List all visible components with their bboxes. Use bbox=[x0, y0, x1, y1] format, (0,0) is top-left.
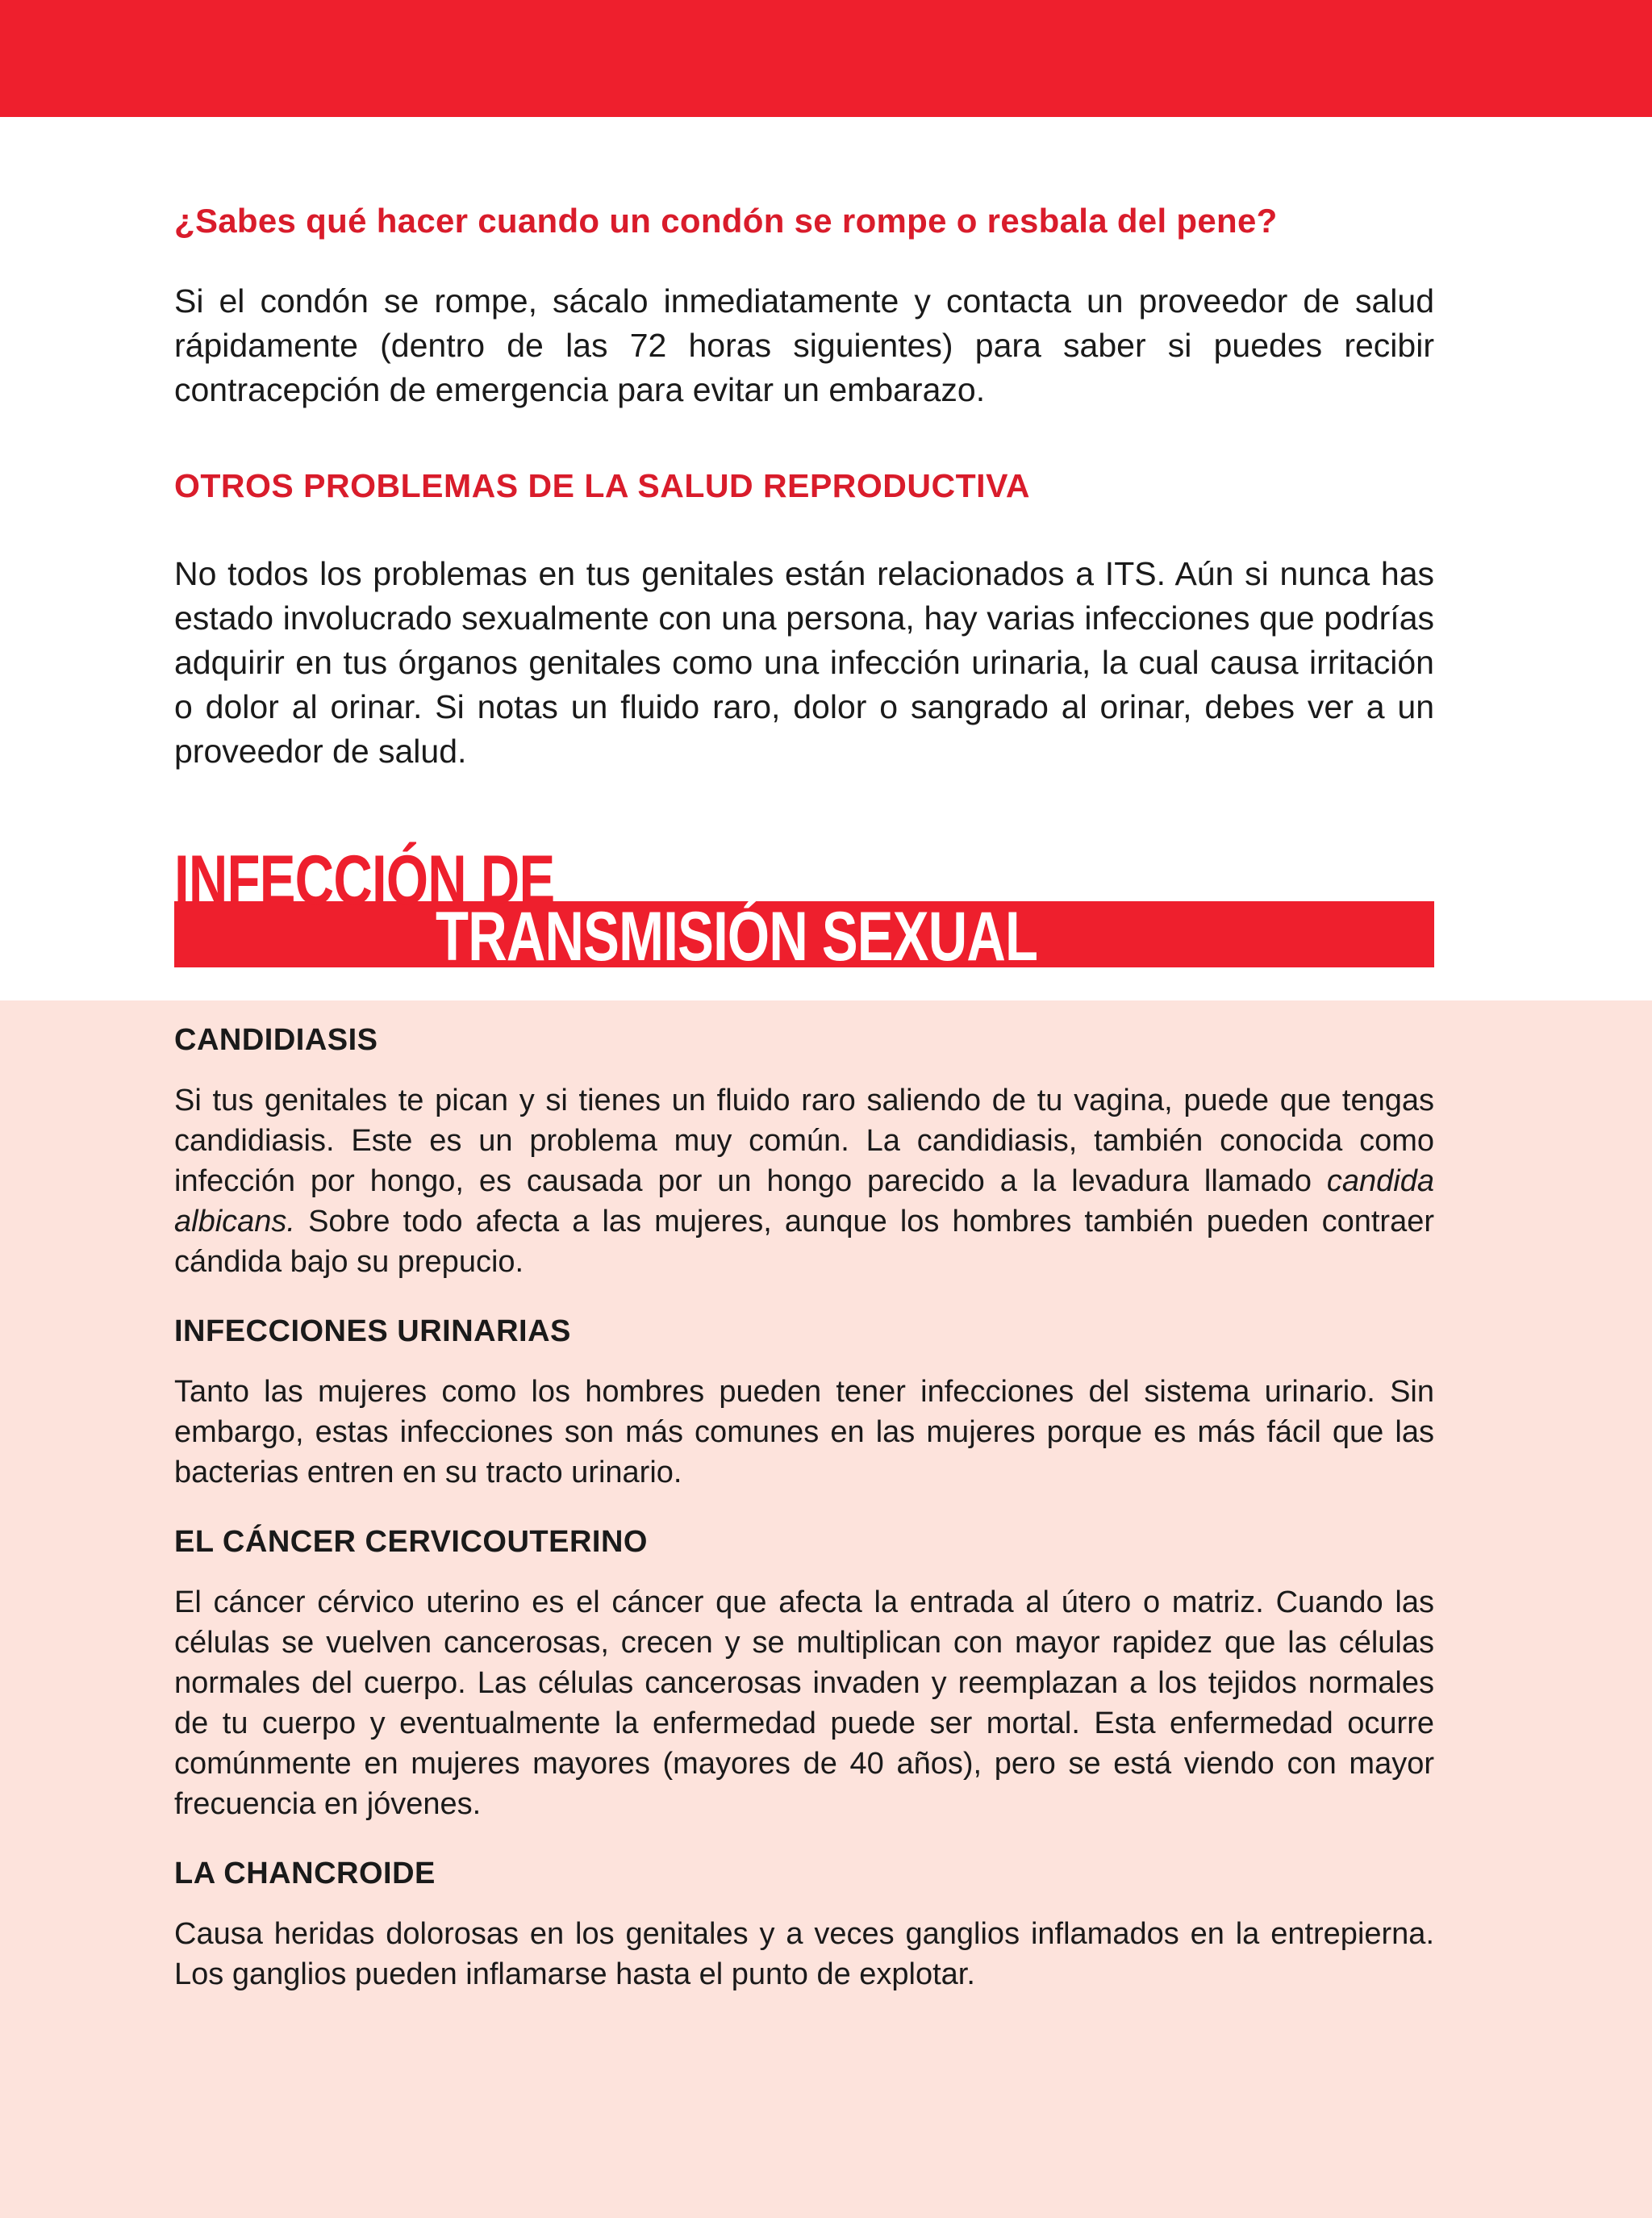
item-title: EL CÁNCER CERVICOUTERINO bbox=[174, 1525, 648, 1559]
reproductive-health-heading: OTROS PROBLEMAS DE LA SALUD REPRODUCTIVA bbox=[174, 467, 1030, 504]
condom-question-heading: ¿Sabes qué hacer cuando un condón se rompe o resbala del pene? bbox=[174, 202, 1278, 240]
item-body: Causa heridas dolorosas en los genitales y a veces ganglios inflamados en la entrepierna. Los ganglios pueden inflamarse hasta el punto de explotar. bbox=[174, 1917, 1434, 1991]
item-chancroid bbox=[174, 1857, 1434, 1995]
top-color-bar bbox=[0, 0, 1652, 117]
item-body: Tanto las mujeres como los hombres pueden tener infecciones del sistema urinario. Sin embargo, estas infecciones son más comunes en las mujeres porque es más fácil que las bacterias entren en su tracto urinario. bbox=[174, 1375, 1434, 1489]
item-body-text: Sobre todo afecta a las mujeres, aunque los hombres también pueden contraer cándida bajo su prepucio. bbox=[174, 1205, 1434, 1279]
sti-title-banner bbox=[174, 842, 1434, 975]
item-body bbox=[174, 1080, 1434, 1282]
intro-section bbox=[174, 202, 1434, 774]
item-title: CANDIDIASIS bbox=[174, 1023, 378, 1057]
item-candidiasis bbox=[174, 1023, 1434, 1282]
banner-title-line1: INFECCIÓN DE bbox=[174, 842, 555, 919]
item-body-text: Si tus genitales te pican y si tienes un fluido raro saliendo de tu vagina, puede que tengas candidiasis. Este es un problema muy común. La candidiasis, también conocida como infección por hongo, es causada por un hongo parecido a la levadura llamado bbox=[174, 1084, 1434, 1198]
sti-items-list bbox=[174, 1023, 1434, 2027]
item-title: INFECCIONES URINARIAS bbox=[174, 1314, 571, 1348]
item-body: El cáncer cérvico uterino es el cáncer que afecta la entrada al útero o matriz. Cuando las células se vuelven cancerosas, crecen y se multiplican con mayor rapidez que las células normales del cuerpo. Las células cancerosas invaden y reemplazan a los tejidos normales de tu cuerpo y eventualmente la enfermedad puede ser mortal. Esta enfermedad ocurre comúnmente en mujeres mayores (mayores de 40 años), pero se está viendo con mayor frecuencia en jóvenes. bbox=[174, 1585, 1434, 1821]
species-name-italic: candida albicans. bbox=[174, 1164, 1434, 1238]
condom-paragraph: Si el condón se rompe, sácalo inmediatamente y contacta un proveedor de salud rápidamente (dentro de las 72 horas siguientes) para saber si puedes recibir contracepción de emergencia para evitar un embarazo. bbox=[174, 282, 1434, 408]
item-urinary-infections bbox=[174, 1314, 1434, 1493]
item-cervical-cancer bbox=[174, 1525, 1434, 1824]
banner-title-line2: TRANSMISIÓN SEXUAL bbox=[436, 898, 1038, 975]
item-title: LA CHANCROIDE bbox=[174, 1857, 436, 1890]
reproductive-health-paragraph: No todos los problemas en tus genitales están relacionados a ITS. Aún si nunca has estado involucrado sexualmente con una persona, hay varias infecciones que podrías adquirir en tus órganos genitales como una infección urinaria, la cual causa irritación o dolor al orinar. Si notas un fluido raro, dolor o sangrado al orinar, debes ver a un proveedor de salud. bbox=[174, 555, 1434, 770]
